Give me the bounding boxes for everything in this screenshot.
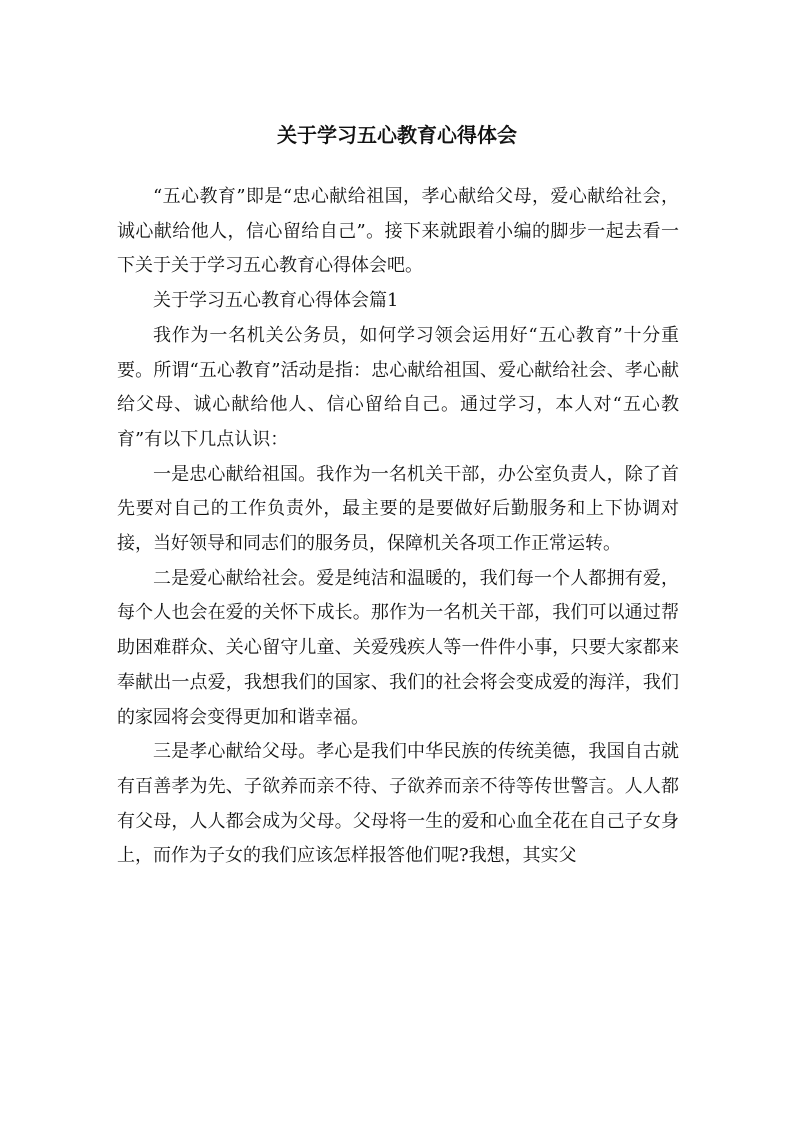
document-body: [117, 180, 679, 874]
paragraph: 一是忠心献给祖国。我作为一名机关干部，办公室负责人，除了首先要对自己的工作负责外，最主要的是要做好后勤服务和上下协调对接，当好领导和同志们的服务员，保障机关各项工作正常运转。: [117, 463, 679, 555]
paragraph: 三是孝心献给父母。孝心是我们中华民族的传统美德，我国自古就有百善孝为先、子欲养而亲不待、子欲养而亲不待等传世警言。人人都有父母，人人都会成为父母。父母将一生的爱和心血全花在自己子女身上，而作为子女的我们应该怎样报答他们呢?我想，其实父: [117, 741, 679, 867]
paragraph: 我作为一名机关公务员，如何学习领会运用好“五心教育”十分重要。所谓“五心教育”活动是指：忠心献给祖国、爱心献给社会、孝心献给父母、诚心献给他人、信心留给自己。通过学习，本人对“五心教育”有以下几点认识：: [117, 324, 679, 450]
paragraph: 二是爱心献给社会。爱是纯洁和温暖的，我们每一个人都拥有爱，每个人也会在爱的关怀下成长。那作为一名机关干部，我们可以通过帮助困难群众、关心留守儿童、关爱残疾人等一件件小事，只要大家都来奉献出一点爱，我想我们的国家、我们的社会将会变成爱的海洋，我们的家园将会变得更加和谐幸福。: [117, 567, 679, 728]
document-title: 关于学习五心教育心得体会: [277, 123, 517, 147]
paragraph-intro: “五心教育”即是“忠心献给祖国，孝心献给父母，爱心献给社会，诚心献给他人，信心留给自己”。接下来就跟着小编的脚步一起去看一下关于关于学习五心教育心得体会吧。: [117, 186, 679, 277]
section-heading: 关于学习五心教育心得体会篇1: [153, 290, 399, 312]
